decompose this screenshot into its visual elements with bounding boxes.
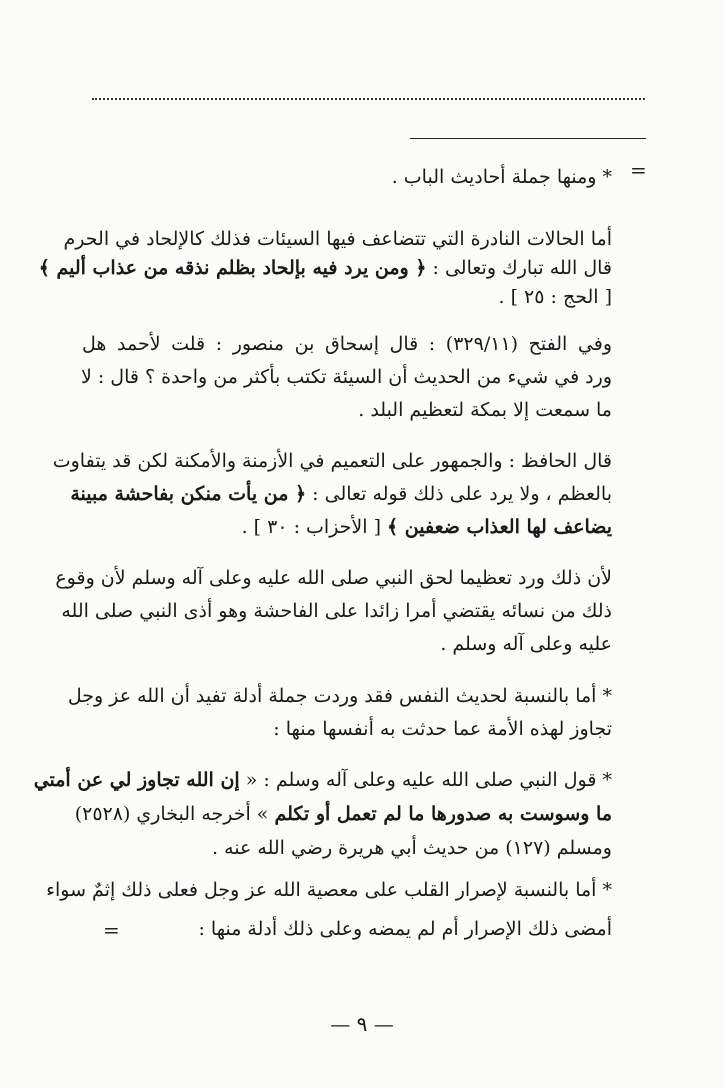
- text-line: عليه وعلى آله وسلم .: [440, 633, 612, 655]
- text-line: قال الله تبارك وتعالى : ﴿ ومن يرد فيه بإلحاد بظلم نذقه من عذاب أليم ﴾: [38, 257, 612, 279]
- continuation-mark-bottom: =: [103, 918, 120, 942]
- hadith-quote: إن الله تجاوز لي عن أمتي: [33, 769, 240, 791]
- text-line: وفي الفتح (٣٢٩/١١) : قال إسحاق بن منصور : قلت لأحمد هل: [82, 333, 612, 355]
- quran-verse: يضاعف لها العذاب ضعفين ﴾: [387, 516, 612, 538]
- header-dotted-rule: [92, 98, 645, 100]
- footnote-separator-rule: [410, 138, 646, 139]
- text-line: بالعظم ، ولا يرد على ذلك قوله تعالى : ﴿ من يأت منكن بفاحشة مبينة: [70, 483, 612, 505]
- text-line: ومسلم (١٢٧) من حديث أبي هريرة رضي الله عنه .: [212, 837, 612, 859]
- quran-verse: ﴿ ومن يرد فيه بإلحاد بظلم نذقه من عذاب أليم ﴾: [38, 257, 427, 279]
- text-line: لأن ذلك ورد تعظيما لحق النبي صلى الله عليه وعلى آله وسلم لأن وقوع: [55, 567, 612, 589]
- text-line: * قول النبي صلى الله عليه وعلى آله وسلم : « إن الله تجاوز لي عن أمتي: [33, 769, 612, 791]
- text-line: * أما بالنسبة لإصرار القلب على معصية الله عز وجل فعلى ذلك إثمٌ سواء: [46, 879, 612, 901]
- text-line: ورد في شيء من الحديث أن السيئة تكتب بأكثر من واحدة ؟ قال : لا: [80, 366, 612, 388]
- text-line: * ومنها جملة أحاديث الباب .: [391, 166, 612, 188]
- page-number: — ٩ —: [330, 1012, 394, 1036]
- text-line: قال الحافظ : والجمهور على التعميم في الأزمنة والأمكنة لكن قد يتفاوت: [52, 450, 612, 472]
- hadith-quote: ما وسوست به صدورها ما لم تعمل أو تكلم: [274, 803, 612, 825]
- text-line: ذلك من نسائه يقتضي أمرا زائدا على الفاحشة وهو أذى النبي صلى الله: [61, 600, 612, 622]
- text-line: أما الحالات النادرة التي تتضاعف فيها السيئات فذلك كالإلحاد في الحرم: [63, 228, 612, 250]
- continuation-mark-top: =: [630, 158, 647, 182]
- text-line: ما سمعت إلا بمكة لتعظيم البلد .: [358, 399, 612, 421]
- text-line: تجاوز لهذه الأمة عما حدثت به أنفسها منها :: [273, 718, 612, 740]
- text-line: ما وسوست به صدورها ما لم تعمل أو تكلم » أخرجه البخاري (٢٥٢٨): [74, 803, 612, 825]
- text-line: يضاعف لها العذاب ضعفين ﴾ [ الأحزاب : ٣٠ ] .: [241, 516, 612, 538]
- text-line: أمضى ذلك الإصرار أم لم يمضه وعلى ذلك أدلة منها :: [198, 918, 612, 940]
- text-line: [ الحج : ٢٥ ] .: [498, 286, 612, 308]
- quran-verse: ﴿ من يأت منكن بفاحشة مبينة: [70, 483, 307, 505]
- text-line: * أما بالنسبة لحديث النفس فقد وردت جملة أدلة تفيد أن الله عز وجل: [67, 685, 612, 707]
